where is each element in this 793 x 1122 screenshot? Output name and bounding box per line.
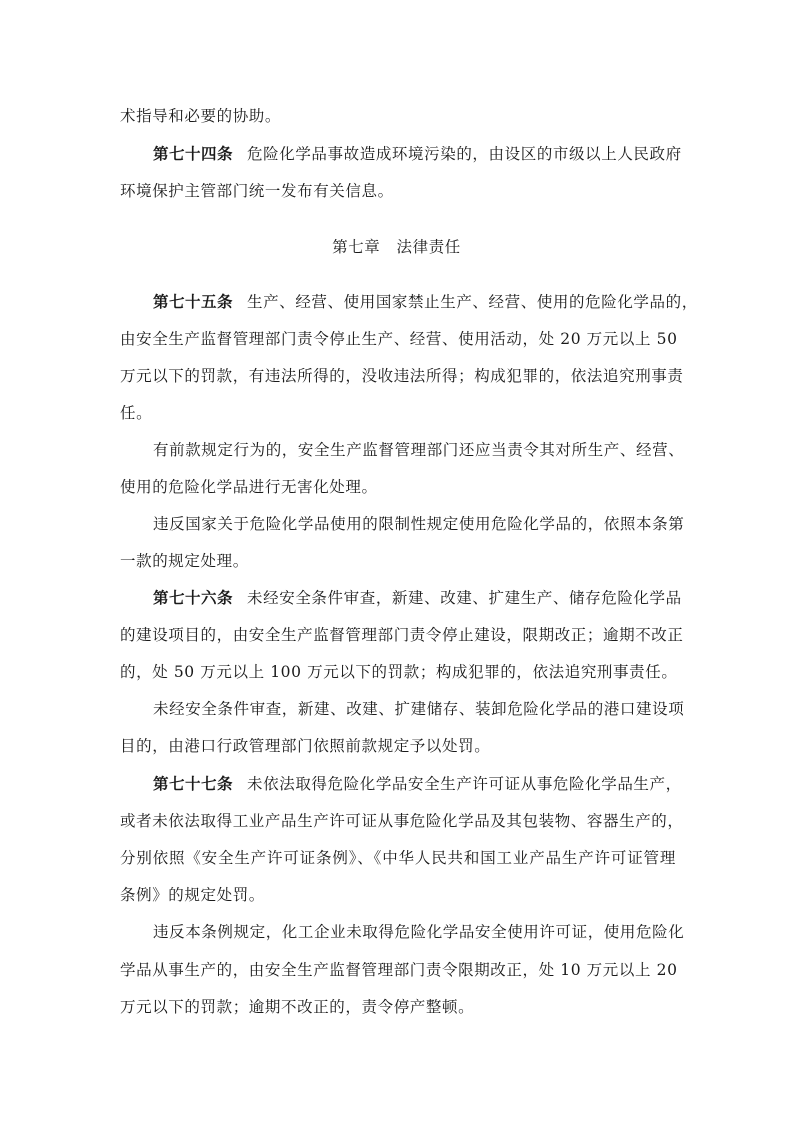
article-76-line: 的，处 50 万元以上 100 万元以下的罚款；构成犯罪的，依法追究刑事责任。 (120, 663, 678, 681)
chapter-heading: 第七章 法律责任 (332, 238, 461, 256)
paragraph-line: 违反本条例规定，化工企业未取得危险化学品安全使用许可证，使用危险化 (153, 923, 685, 941)
article-75-line: 万元以下的罚款，有违法所得的，没收违法所得；构成犯罪的，依法追究刑事责 (120, 367, 684, 385)
paragraph-line: 违反国家关于危险化学品使用的限制性规定使用危险化学品的，依照本条第 (153, 515, 685, 533)
article-76-line (153, 588, 682, 608)
paragraph-line: 万元以下的罚款；逾期不改正的，责令停产整顿。 (120, 998, 475, 1016)
paragraph-line: 学品从事生产的，由安全生产监督管理部门责令限期改正，处 10 万元以上 20 (120, 961, 678, 979)
paragraph-line: 使用的危险化学品进行无害化处理。 (120, 478, 378, 496)
article-74-line (153, 144, 682, 164)
article-text: 生产、经营、使用国家禁止生产、经营、使用的危险化学品的， (247, 293, 698, 311)
article-text: 危险化学品事故造成环境污染的，由设区的市级以上人民政府 (247, 145, 682, 163)
paragraph-line: 目的，由港口行政管理部门依照前款规定予以处罚。 (120, 737, 491, 755)
article-label: 第七十四条 (153, 145, 234, 163)
article-77-line: 分别依照《安全生产许可证条例》、《中华人民共和国工业产品生产许可证管理 (120, 849, 676, 867)
article-75-line: 由安全生产监督管理部门责令停止生产、经营、使用活动，处 20 万元以上 50 (120, 330, 678, 348)
paragraph-line: 术指导和必要的协助。 (120, 107, 282, 125)
article-label: 第七十七条 (153, 775, 234, 793)
article-74-line: 环境保护主管部门统一发布有关信息。 (120, 182, 394, 200)
article-77-line: 条例》的规定处罚。 (120, 886, 265, 904)
article-label: 第七十六条 (153, 589, 234, 607)
article-77-line (153, 774, 682, 794)
article-text: 未经安全条件审查，新建、改建、扩建生产、储存危险化学品 (247, 589, 682, 607)
paragraph-line: 未经安全条件审查，新建、改建、扩建储存、装卸危险化学品的港口建设项 (153, 700, 685, 718)
paragraph-line: 有前款规定行为的，安全生产监督管理部门还应当责令其对所生产、经营、 (153, 441, 685, 459)
article-75-line (153, 292, 698, 312)
article-text: 未依法取得危险化学品安全生产许可证从事危险化学品生产， (247, 775, 682, 793)
article-75-line: 任。 (120, 404, 153, 422)
article-label: 第七十五条 (153, 293, 234, 311)
article-76-line: 的建设项目的，由安全生产监督管理部门责令停止建设，限期改正；逾期不改正 (120, 626, 684, 644)
article-77-line: 或者未依法取得工业产品生产许可证从事危险化学品及其包装物、容器生产的， (120, 812, 684, 830)
paragraph-line: 一款的规定处理。 (120, 552, 249, 570)
